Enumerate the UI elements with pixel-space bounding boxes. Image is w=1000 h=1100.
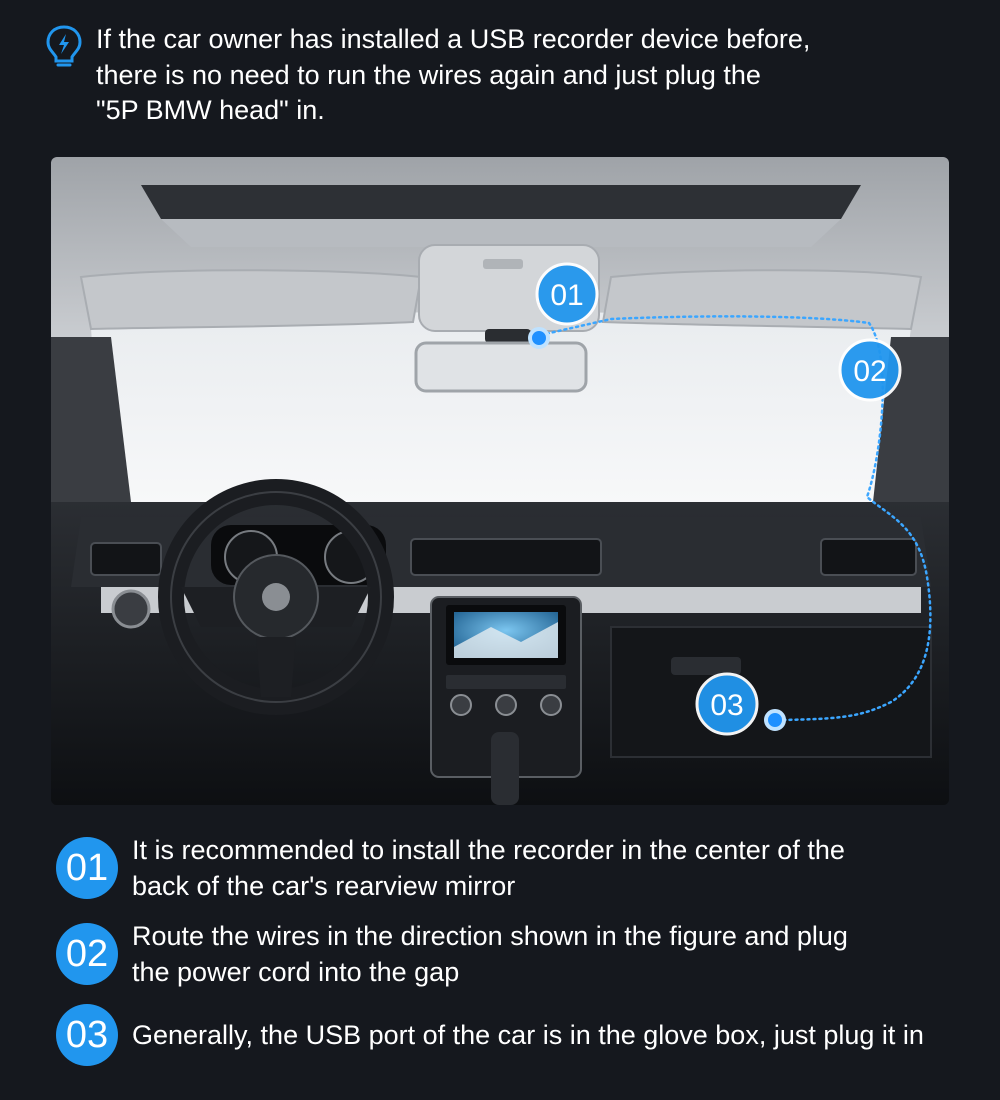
tip-banner (44, 22, 944, 129)
step-badge: 02 (56, 923, 118, 985)
marker-03-label: 03 (710, 689, 744, 722)
step-line: It is recommended to install the recorder in the center of the (132, 835, 845, 865)
tip-text (96, 22, 810, 129)
step-line: back of the car's rearview mirror (132, 871, 516, 901)
marker-01-label: 01 (550, 279, 584, 312)
step-text (132, 1017, 924, 1053)
car-interior-figure (51, 157, 949, 805)
step-text (132, 832, 845, 904)
step-badge: 01 (56, 837, 118, 899)
step-line: Generally, the USB port of the car is in the glove box, just plug it in (132, 1020, 924, 1050)
tip-line: If the car owner has installed a USB recorder device before, (96, 24, 811, 54)
step-line: the power cord into the gap (132, 957, 460, 987)
step-item-02 (56, 918, 848, 990)
car-interior-illustration (51, 157, 949, 805)
step-badge: 03 (56, 1004, 118, 1066)
tip-line: there is no need to run the wires again and just plug the (96, 59, 761, 90)
step-line: Route the wires in the direction shown in the figure and plug (132, 921, 848, 951)
marker-02-label: 02 (853, 355, 887, 388)
step-item-01 (56, 832, 845, 904)
marker-01 (537, 264, 597, 324)
step-text (132, 918, 848, 990)
tip-line: "5P BMW head" in. (96, 95, 325, 125)
lightbulb-icon (44, 24, 84, 68)
step-item-03 (56, 1004, 924, 1066)
marker-02 (840, 340, 900, 400)
marker-03 (697, 674, 757, 734)
